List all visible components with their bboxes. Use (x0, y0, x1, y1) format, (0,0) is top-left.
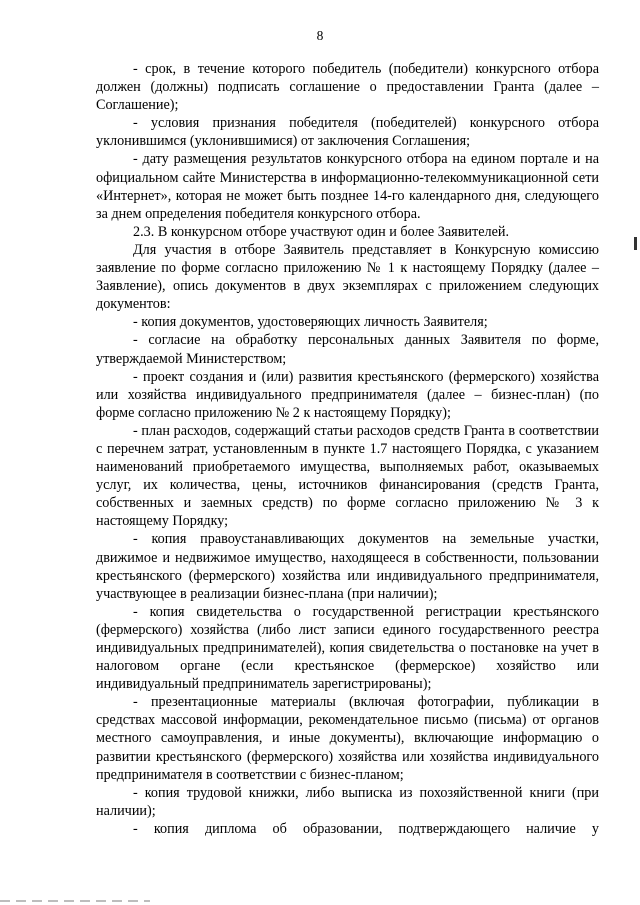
paragraph: - проект создания и (или) развития крестьянского (фермерского) хозяйства или хозяйства индивидуального предпринимателя (далее – бизнес-план) (по форме согласно приложению № 2 к настоящему Порядку); (96, 368, 599, 421)
paragraph: - условия признания победителя (победителей) конкурсного отбора уклонившимся (уклонившимися) от заключения Соглашения; (96, 115, 599, 150)
paragraph: - копия правоустанавливающих документов на земельные участки, движимое и недвижимое имущество, находящееся в собственности, пользовании крестьянского (фермерского) хозяйства или индивидуального предпринимателя, участвующее в реализации бизнес-плана (при наличии); (96, 531, 599, 602)
scan-edge-artifact (0, 900, 150, 902)
page-number: 8 (316, 28, 324, 43)
paragraph: - копия документов, удостоверяющих личность Заявителя; (133, 314, 488, 331)
margin-mark (634, 237, 637, 250)
document-body (96, 60, 599, 838)
paragraph: Для участия в отборе Заявитель представляет в Конкурсную комиссию заявление по форме согласно приложению № 1 к настоящему Порядку (далее – Заявление), опись документов в двух экземплярах с приложением следующих документов: (96, 241, 599, 313)
paragraph: - дату размещения результатов конкурсного отбора на едином портале и на официальном сайте Министерства в информационно-телекоммуникационной сети «Интернет», которая не может быть позднее 14-го календарного дня, следующего за днем определения победителя конкурсного отбора. (96, 151, 599, 222)
paragraph-last: - копия диплома об образовании, подтверждающего наличие у (133, 820, 599, 837)
paragraph: - копия трудовой книжки, либо выписка из похозяйственной книги (при наличии); (96, 784, 599, 819)
paragraph: - копия свидетельства о государственной регистрации крестьянского (фермерского) хозяйства (либо лист записи единого государственного реестра индивидуальных предпринимателей), копия свидетельства о постановке на учет в налоговом органе (если крестьянское (фермерское) хозяйство или индивидуальный предприниматель зарегистрированы); (96, 603, 599, 693)
paragraph: - план расходов, содержащий статьи расходов средств Гранта в соответствии с перечнем затрат, установленным в пункте 1.7 настоящего Порядка, с указанием наименований приобретаемого имущества, выполняемых работ, оказываемых услуг, их количества, цены, источников финансирования (средств Гранта, собственных и заемных средств) по форме согласно приложению № 3 к настоящему Порядку; (96, 422, 599, 530)
paragraph: 2.3. В конкурсном отборе участвуют один и более Заявителей. (133, 223, 510, 240)
paragraph: - срок, в течение которого победитель (победители) конкурсного отбора должен (должны) подписать соглашение о предоставлении Гранта (далее – Соглашение); (96, 61, 599, 114)
paragraph: - согласие на обработку персональных данных Заявителя по форме, утверждаемой Министерством; (96, 332, 599, 367)
paragraph: - презентационные материалы (включая фотографии, публикации в средствах массовой информации, рекомендательное письмо (письма) от органов местного самоуправления, и иные документы), включающие информацию о развитии крестьянского (фермерского) хозяйства или хозяйства индивидуального предпринимателя в соответствии с бизнес-планом; (96, 694, 599, 783)
